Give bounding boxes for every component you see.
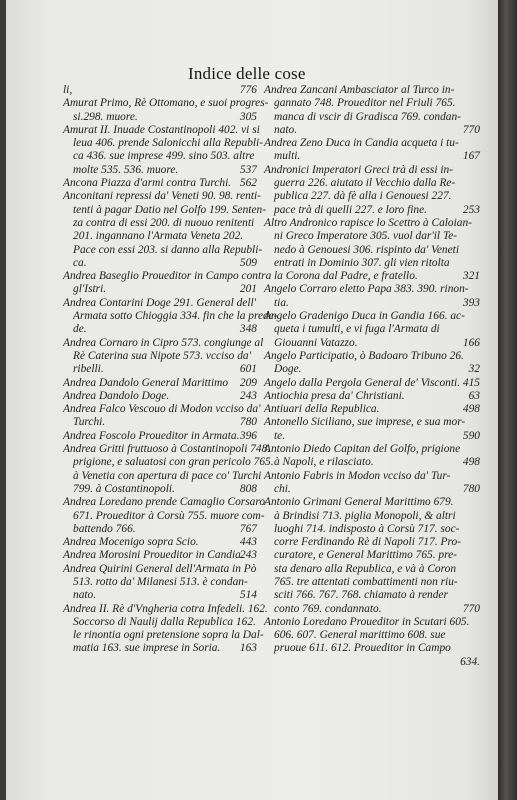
index-entry-text: Andrea II. Rè d'Vngheria cotra Infedeli. 162. [63,602,268,615]
index-line [63,230,257,243]
page-reference-number: 498 [462,403,480,416]
page-reference-number: 415 [462,376,480,389]
index-line [264,629,480,642]
index-entry-text: Angelo Gradenigo Duca in Gandia 166. ac- [264,310,465,323]
page-reference-number: 590 [462,429,480,442]
index-entry-text: molte 535. 536. muore. [73,163,179,176]
page-reference-number: 537 [239,163,257,176]
index-entry-text: 606. 607. General marittimo 608. sue [274,629,446,642]
index-line [63,642,257,655]
index-entry-text: Antonio Loredano Proueditor in Scutari 605. [264,615,470,628]
index-entry-text: matia 163. sue imprese in Soria. [73,642,221,655]
index-entry-text: tia. [274,296,289,309]
index-entry-text: pace trà di quelli 227. e loro fine. [274,203,428,216]
index-entry-text: Andrea Gritti fruttuoso à Costantinopoli 748. [63,443,271,456]
page-reference-number: 166 [462,336,480,349]
index-line [63,177,257,190]
index-entry-text: de. [73,323,87,336]
index-entry-text: Antonio Diedo Capitan del Golfo, prigione [264,443,461,456]
page-reference-number: 167 [462,150,480,163]
index-entry-text: leua 406. prende Salonicchi alla Republi- [73,137,264,150]
index-line [264,283,480,296]
index-entry-text: Andrea Foscolo Proueditor in Armata. [63,429,240,442]
index-entry-text: 765. tre attentati combattimenti non riu- [274,575,458,588]
index-entry-text: Andrea Quirini General dell'Armata in Pò [63,562,257,575]
index-line [63,616,257,629]
index-line [264,270,480,283]
index-line [63,243,263,257]
page-reference-number: 770 [462,602,480,615]
index-line [264,563,480,576]
index-entry-text: Turchi. [73,416,106,429]
page-reference-number: 808 [239,482,257,495]
index-entry-text: corre Ferdinando Rè di Napoli 717. Pro- [274,536,461,549]
index-line [63,377,257,390]
index-line [63,496,266,509]
index-entry-text: Pace con essi 203. si danno alla Republi- [73,243,263,256]
index-line [264,603,480,616]
index-line [264,84,480,97]
page-reference-number: 32 [468,363,480,376]
index-entry-text: le rinontia ogni pretensione sopra la Dal- [73,629,264,642]
index-line [264,204,480,217]
index-line [63,190,261,203]
index-entry-text: Antiochia presa da' Christiani. [264,389,405,402]
index-entry-text: ca. [73,256,87,269]
index-entry-text: la Corona dal Padre, e fratello. [274,270,418,283]
book-page [6,0,506,800]
index-entry-text: Antonio Grimani General Marittimo 679. [264,496,454,509]
index-entry-text: Andrea Contarini Doge 291. General dell' [63,296,257,309]
index-line [264,470,480,483]
page-reference-number: 780 [239,416,257,429]
index-entry-text: manca di vscir di Gradisca 769. condan- [274,110,461,123]
index-entry-text: Armata sotto Chioggia 334. fin che la prede- [73,310,278,323]
index-line [264,337,480,350]
index-line [63,469,262,483]
index-line [264,616,480,629]
page-reference-number: 562 [239,177,257,190]
index-entry-text: 671. Proueditor à Corsù 755. muore com- [73,509,265,522]
index-entry-text: nedo à Genouesi 306. rispinto da' Veneti [274,243,459,256]
index-line [264,177,480,190]
index-line [264,656,480,669]
page-title: Indice delle cose [188,64,306,83]
index-column-left [63,84,278,656]
index-entry-text: guerra 226. aiutato il Vecchio dalla Re- [274,177,456,190]
index-entry-text: Antonio Fabris in Modon vcciso da' Tur- [264,469,451,482]
index-entry-text: Andrea Dandolo Doge. [63,389,170,402]
index-entry-text: sciti 766. 767. 768. chiamato à render [274,589,448,602]
index-line [264,164,480,177]
index-entry-text: multi. [274,150,301,163]
index-entry-text: tenti à pagar Datio nel Golfo 199. Senten- [73,203,266,216]
index-entry-text: Andrea Cornaro in Cipro 573. congiunge al [63,336,264,349]
index-line [264,456,480,469]
index-line [264,150,480,163]
index-entry-text: Andrea Zancani Ambasciator al Turco in- [264,84,455,96]
index-line [264,257,480,270]
index-line [264,124,480,137]
index-line [63,217,257,230]
index-line [264,536,480,549]
index-entry-text: queta i tumulti, e vi fuga l'Armata di [274,323,440,336]
index-entry-text: Antonello Siciliano, sue imprese, e sua mor- [264,416,466,429]
page-reference-number: 443 [239,536,257,549]
index-line [63,416,257,429]
page-reference-number: 305 [239,110,257,123]
index-entry-text: à Napoli, e rilasciato. [274,456,374,469]
page-reference-number: 321 [462,270,480,283]
index-line [264,190,480,203]
index-entry-text: ca 436. sue imprese 499. sino 503. altre [73,150,255,163]
index-line [264,589,480,602]
index-entry-text: za contra di essi 200. di nuouo renitenti [73,216,255,229]
page-reference-number: 63 [468,389,480,402]
index-entry-text: nato. [274,123,298,136]
index-line [63,97,269,110]
index-line [63,137,264,150]
page-edge-shadow [498,0,517,800]
page-reference-number: 393 [462,296,480,309]
page-reference-number: 634. [460,655,480,668]
index-line [63,629,264,642]
index-line [63,164,257,177]
page-reference-number: 514 [239,589,257,602]
index-entry-text: Andrea Mocenigo sopra Scio. [63,536,199,549]
index-line [264,430,480,443]
index-entry-text: Andronici Imperatori Greci trà di essi in- [264,163,453,176]
index-line [264,97,480,110]
index-entry-text: curatore, e General Marittimo 765. pre- [274,549,457,562]
index-entry-text: Giouanni Vatazzo. [274,336,358,349]
index-entry-text: pruoue 611. 612. Proueditor in Campo [274,642,451,655]
index-entry-text: sta denaro alla Republica, e và à Coron [274,562,457,575]
index-line [63,283,257,296]
index-line [264,111,480,124]
index-line [264,377,480,390]
index-entry-text: nato. [73,589,97,602]
index-line [264,310,480,323]
index-line [63,123,260,137]
index-line [63,203,266,217]
index-line [63,390,257,403]
index-entry-text: Amurat Primo, Rè Ottomano, e suoi progres- [63,97,269,110]
index-entry-text: Amurat II. Inuade Costantinopoli 402. vi si [63,123,260,136]
index-line [264,323,480,336]
index-line [264,403,480,416]
index-entry-text: luoghi 714. indisposto à Corsù 717. soc- [274,522,460,535]
index-line [264,510,480,523]
index-line [63,363,257,376]
index-entry-text: Andrea Dandolo General Marittimo [63,376,229,389]
index-line [264,549,480,562]
page-reference-number: 767 [239,522,257,535]
index-entry-text: Angelo Corraro eletto Papa 383. 390. rinon- [264,283,469,296]
index-line [264,443,480,456]
index-line [63,443,271,456]
index-line [63,563,257,576]
index-entry-text: li, [63,84,73,96]
index-entry-text: 799. à Costantinopoli. [73,482,175,495]
page-reference-number: 243 [239,389,257,402]
index-entry-text: Andrea Morosini Proueditor in Candia. [63,549,244,562]
index-line [63,257,257,270]
index-entry-text: si.298. muore. [73,110,138,123]
index-entry-text: chi. [274,482,291,495]
index-line [63,323,257,336]
index-entry-text: à Venetia con apertura di pace co' Turchi [73,469,262,482]
index-line [63,576,257,589]
page-reference-number: 601 [239,363,257,376]
index-entry-text: te. [274,429,286,442]
page-reference-number: 163 [239,642,257,655]
index-entry-text: conto 769. condannato. [274,602,382,615]
index-entry-text: Andrea Loredano prende Camaglio Corsaro [63,496,266,509]
index-entry-text: battendo 766. [73,522,136,535]
index-line [63,403,261,416]
index-entry-text: entrati in Dominio 307. gli vien ritolta [274,256,450,269]
index-line [63,111,257,124]
index-line [63,536,257,549]
index-entry-text: à Brindisi 713. piglia Monopoli, & altri [274,509,456,522]
index-column-right [264,84,480,669]
index-line [63,336,264,350]
index-line [63,150,257,163]
index-line [264,496,480,509]
index-line [264,217,480,230]
index-line [264,483,480,496]
index-entry-text: ribelli. [73,363,104,376]
index-entry-text: Altro Andronico rapisce lo Scettro à Caloian- [264,216,472,229]
page-reference-number: 509 [239,256,257,269]
index-line [264,576,480,589]
page-reference-number: 209 [239,376,257,389]
page-reference-number: 201 [239,283,257,296]
index-line [63,350,257,363]
index-line [264,390,480,403]
index-entry-text: Ancona Piazza d'armi contra Turchi. [63,177,232,190]
index-entry-text: Soccorso di Naulij dalla Republica 162. [73,615,256,628]
index-line [264,642,480,655]
index-line [63,456,274,469]
index-entry-text: Doge. [274,363,302,376]
page-reference-number: 498 [462,456,480,469]
index-line [264,363,480,376]
index-line [264,230,480,243]
index-line [63,310,278,323]
index-line [63,297,257,310]
index-entry-text: gannato 748. Proueditor nel Friuli 765. [274,97,456,110]
index-entry-text: gl'Istri. [73,283,107,296]
index-entry-text: Angelo Participatio, ò Badoaro Tribuno 26. [264,349,464,362]
index-line [63,430,257,443]
index-line [63,589,257,602]
index-line [63,523,257,536]
page-reference-number: 780 [462,482,480,495]
page-reference-number: 776 [239,84,257,96]
index-line [264,137,480,150]
index-entry-text: Andrea Zeno Duca in Candia acqueta i tu- [264,137,459,150]
index-entry-text: publica 227. dà fè alla i Genouesi 227. [274,190,452,203]
index-entry-text: Andrea Falco Vescouo di Modon vcciso da' [63,403,261,416]
page-reference-number: 770 [462,123,480,136]
page-reference-number: 253 [462,203,480,216]
index-line [63,602,268,616]
index-entry-text: prigione, e saluatosi con gran pericolo 765. [73,456,274,469]
index-entry-text: Andrea Baseglio Proueditor in Campo contra [63,270,272,283]
index-entry-text: 201. ingannano l'Armata Veneta 202. [73,230,244,243]
index-line [264,297,480,310]
index-line [264,416,480,429]
index-line [63,84,257,97]
index-line [264,523,480,536]
index-entry-text: Angelo dalla Pergola General de' Visconti. [264,376,461,389]
index-line [63,270,272,283]
index-entry-text: Antiuari della Republica. [264,403,380,416]
page-reference-number: 396 [239,429,257,442]
page-reference-number: 348 [239,323,257,336]
page-reference-number: 243 [239,549,257,562]
index-line [63,509,265,523]
index-entry-text: 513. rotto da' Milanesi 513. è condan- [73,575,248,588]
index-line [63,549,257,562]
index-line [264,244,480,257]
index-entry-text: Rè Caterina sua Nipote 573. vcciso da' [73,349,252,362]
index-line [264,350,480,363]
index-line [63,483,257,496]
index-entry-text: ni Greco Imperatore 305. vuol dar'il Te- [274,230,458,243]
index-entry-text: Anconitani repressi da' Veneti 90. 98. renti- [63,190,261,203]
